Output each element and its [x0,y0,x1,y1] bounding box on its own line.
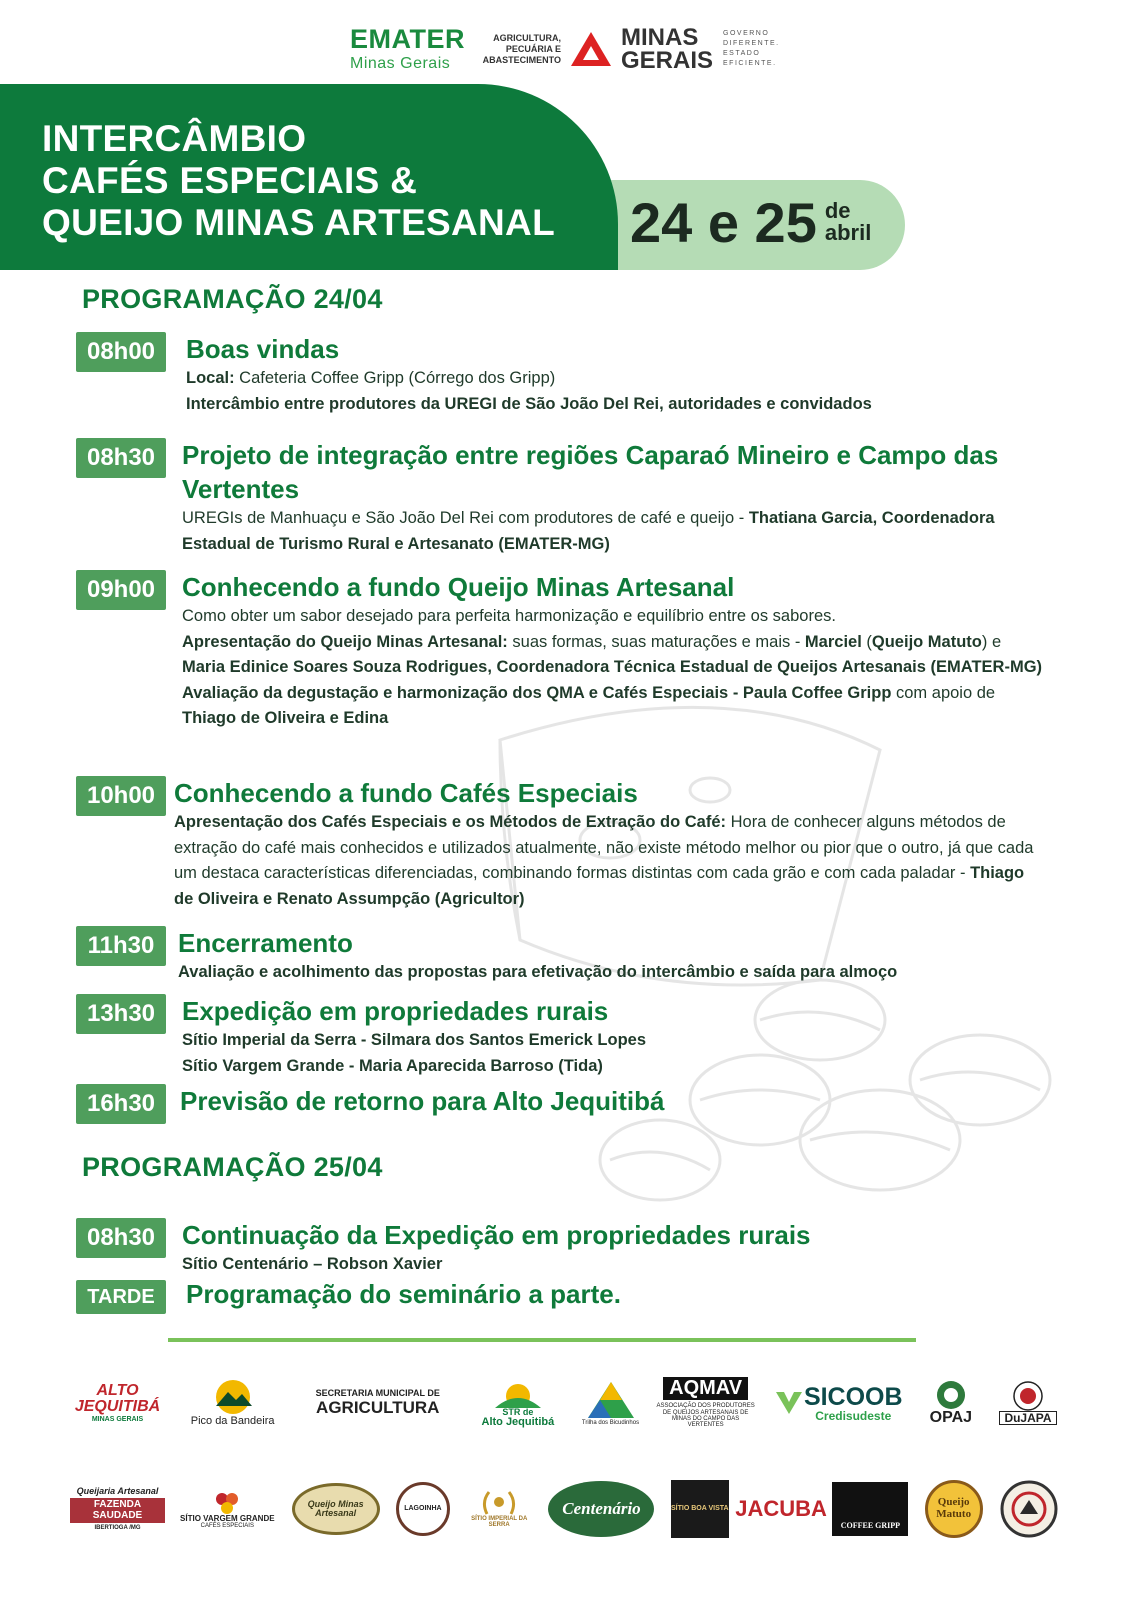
sponsors-row-2 [70,1474,1060,1544]
schedule-bold-text: Sítio Centenário – Robson Xavier [182,1255,443,1273]
time-badge: 08h00 [76,332,166,372]
schedule-title: Projeto de integração entre regiões Caparaó Mineiro e Campo das Vertentes [182,440,999,504]
logo-text: Pico da Bandeira [190,1415,275,1428]
schedule-text [182,1054,1043,1080]
logo-text: COFFEE GRIPP [832,1482,908,1536]
time-badge: 10h00 [76,776,166,816]
schedule-plain-text: UREGIs de Manhuaçu e São João Del Rei com produtores de café e queijo - [182,509,749,527]
schedule-body [182,570,1043,732]
slogan-line: ESTADO [723,50,761,57]
logo-text: Alto Jequitibá [481,1415,555,1428]
logo-text: OPAJ [929,1408,973,1426]
logo-subtext: MINAS GERAIS [91,1416,144,1424]
secretaria-line: AGRICULTURA, [493,32,561,43]
schedule-title: Boas vindas [186,334,340,364]
minas-gerais-logo [621,26,713,72]
schedule-body [178,926,1043,986]
schedule-plain-text: suas formas, suas maturações e mais - [507,632,805,651]
coffee-cherries-icon [212,1489,242,1515]
logo-text: FAZENDA SAUDADE [70,1498,165,1523]
queijo-minas-artesanal-logo [290,1483,382,1535]
schedule-bold-text: Apresentação dos Cafés Especiais e os Métodos de Extração do Café: [174,813,727,831]
emater-logo-name: EMATER [350,24,465,54]
logo-subtext: ASSOCIAÇÃO DOS PRODUTORES DE QUEIJOS ARTESANAIS DE MINAS DO CAMPO DAS VERTENTES [656,1403,755,1429]
schedule-text [182,1252,1043,1278]
queijo-matuto-logo [922,1480,986,1538]
fazenda-saudade-logo [70,1487,165,1532]
logo-text: Centenário [548,1481,654,1537]
time-badge: 09h00 [76,570,166,610]
emater-logo [350,26,465,72]
schedule-text [174,810,1043,912]
logo-text: ALTO JEQUITIBÁ [74,1381,161,1416]
logo-text: LAGOINHA [396,1482,450,1536]
sitio-imperial-logo [464,1490,534,1529]
minas-gerais-line: GERAIS [621,47,714,74]
schedule-plain-text: ( [861,632,872,651]
schedule-body [174,776,1043,912]
event-date-month [825,200,871,244]
schedule-title: Conhecendo a fundo Queijo Minas Artesanal [182,572,735,602]
time-badge: 11h30 [76,926,166,966]
logo-subtext: Credisudeste [815,1408,892,1423]
day2-title: PROGRAMAÇÃO 25/04 [82,1152,383,1182]
secretaria-line: PECUÁRIA E [505,43,561,54]
schedule-title: Continuação da Expedição em propriedades rurais [182,1220,811,1250]
schedule-bold-text: Thiago de Oliveira e Edina [182,709,389,727]
logo-text: SECRETARIA MUNICIPAL DE [315,1388,440,1399]
centenario-logo [546,1481,656,1537]
schedule-body [182,994,1043,1079]
schedule-plain-text: ) e [981,632,1002,651]
local-label: Local: [186,369,235,387]
time-badge: TARDE [76,1280,166,1314]
schedule-title: Expedição em propriedades rurais [182,996,609,1026]
sicoob-text [804,1384,903,1423]
logo-text: SICOOB [803,1382,903,1411]
event-date-de: de [824,198,851,223]
time-badge: 13h30 [76,994,166,1034]
sitio-vargem-grande-logo [177,1489,277,1530]
sicoob-chevron-icon [774,1390,804,1416]
str-alto-jequitiba-logo [470,1378,565,1429]
logo-text: Queijo Matuto [925,1480,983,1538]
slogan-line: DIFERENTE. [723,40,780,47]
schedule-text [178,960,1043,986]
logo-text: AGRICULTURA [316,1397,440,1417]
secretaria-line: ABASTECIMENTO [482,54,561,65]
logo-text: Queijaria Artesanal [76,1485,159,1496]
sunrise-fields-icon [493,1378,543,1408]
colorful-triangle-icon [586,1380,636,1420]
rising-sun-icon [1008,1381,1048,1411]
schedule-body [182,1218,1043,1278]
round-seal-logo [998,1480,1060,1538]
emater-logo-region: Minas Gerais [350,55,451,72]
schedule-text [182,681,1043,732]
coffee-gripp-logo [831,1482,909,1536]
event-title-line: CAFÉS ESPECIAIS & [42,160,418,201]
time-badge: 08h30 [76,1218,166,1258]
jacuba-logo [735,1496,827,1522]
schedule-bold-text: Maria Edinice Soares Souza Rodrigues, Coordenadora Técnica Estadual de Queijos Artesanais (EMATER-MG) [182,658,1043,676]
logo-text: JACUBA [735,1496,827,1522]
schedule-text [186,366,1043,392]
schedule-bold-text: Apresentação do Queijo Minas Artesanal: [182,632,508,651]
opaj-logo [921,1380,981,1427]
schedule-text [182,630,1043,681]
schedule-text [182,1028,1043,1054]
day1-title: PROGRAMAÇÃO 24/04 [82,284,383,314]
schedule-bold-text: Thiago de Oliveira e Renato Assumpção (Agricultor) [174,864,1025,908]
mountain-sun-icon [210,1378,256,1416]
pico-da-bandeira-logo [180,1378,285,1428]
logo-text: Trilha dos Bicudinhos [581,1419,640,1426]
logo-text: STR de [502,1406,534,1417]
schedule-bold-text: Queijo Matuto [871,632,982,651]
event-title [42,118,555,244]
sicoob-logo [771,1384,906,1423]
secretaria-agricultura-logo [300,1389,455,1416]
trilha-logo [581,1380,641,1426]
time-badge: 08h30 [76,438,166,478]
schedule-title: Programação do seminário a parte. [186,1279,621,1309]
event-title-line: QUEIJO MINAS ARTESANAL [42,202,555,243]
schedule-body [186,332,1043,417]
logo-text: DuJAPA [999,1411,1056,1426]
schedule-text: Como obter um sabor desejado para perfeita harmonização e equilíbrio entre os sabores. [182,607,836,625]
schedule-title: Encerramento [178,928,353,958]
government-slogan [723,29,780,69]
event-date-abril: abril [824,220,872,245]
logo-text: Queijo Minas Artesanal [292,1483,380,1535]
header-logos [350,24,780,74]
schedule-bold-text: Avaliação e acolhimento das propostas para efetivação do intercâmbio e saída para almoço [178,963,898,981]
lagoinha-logo [394,1482,452,1536]
logo-text: AQMAV [663,1377,748,1400]
divider [168,1338,916,1342]
secretaria-label [481,33,561,66]
logo-subtext: IBERTIOGA /MG [94,1525,141,1532]
schedule-bold-text: Sítio Imperial da Serra - Silmara dos Santos Emerick Lopes [182,1031,646,1049]
schedule-text [186,392,1043,418]
logo-subtext: CAFÉS ESPECIAIS [200,1523,254,1530]
event-date [630,188,871,258]
event-date-days: 24 e 25 [630,191,817,254]
logo-text: SÍTIO BOA VISTA [671,1480,729,1538]
alto-jequitiba-logo [70,1383,165,1424]
schedule-plain-text: Hora de conhecer alguns métodos de extração do café mais conhecidos e utilizados atualmente, não existe método melhor ou pior que o outro, já que cada um destaca características diferenciadas, combinando formas distintas com cada grão e com cada paladar - [174,813,1034,882]
schedule-bold-text: Intercâmbio entre produtores da UREGI de São João Del Rei, autoridades e convidados [186,394,872,413]
slogan-line: EFICIENTE. [723,60,777,67]
schedule-plain-text: com apoio de [891,683,996,702]
schedule-body [186,1277,1043,1311]
local-value: Cafeteria Coffee Gripp (Córrego dos Gripp) [234,369,556,387]
logo-text: SÍTIO VARGEM GRANDE [180,1513,275,1523]
schedule-body [180,1084,1043,1118]
seal-icon [1000,1480,1058,1538]
time-badge: 16h30 [76,1084,166,1124]
aqmav-logo [656,1377,756,1428]
minas-gerais-line: MINAS [621,24,699,51]
schedule-body [182,438,1043,557]
schedule-title: Conhecendo a fundo Cafés Especiais [174,778,638,808]
schedule-text [182,506,1043,557]
dujapa-logo [996,1381,1060,1426]
schedule-title: Previsão de retorno para Alto Jequitibá [180,1086,665,1116]
schedule-bold-text: Marciel [804,632,862,651]
slogan-line: GOVERNO [723,30,770,37]
schedule-bold-text: Sítio Vargem Grande - Maria Aparecida Barroso (Tida) [182,1056,603,1075]
logo-text: SÍTIO IMPERIAL DA SERRA [471,1515,528,1528]
sponsors-row-1 [70,1368,1060,1438]
event-title-line: INTERCÂMBIO [42,118,307,159]
schedule-bold-text: Thatiana Garcia, Coordenadora Estadual de Turismo Rural e Artesanato (EMATER-MG) [182,509,995,553]
wheat-wreath-icon [479,1490,519,1516]
minas-gerais-triangle-icon [571,32,611,66]
sitio-boa-vista-logo [669,1480,731,1538]
schedule-bold-text: Avaliação da degustação e harmonização dos QMA e Cafés Especiais - Paula Coffee Gripp [182,683,892,702]
opaj-circle-icon [934,1380,968,1410]
